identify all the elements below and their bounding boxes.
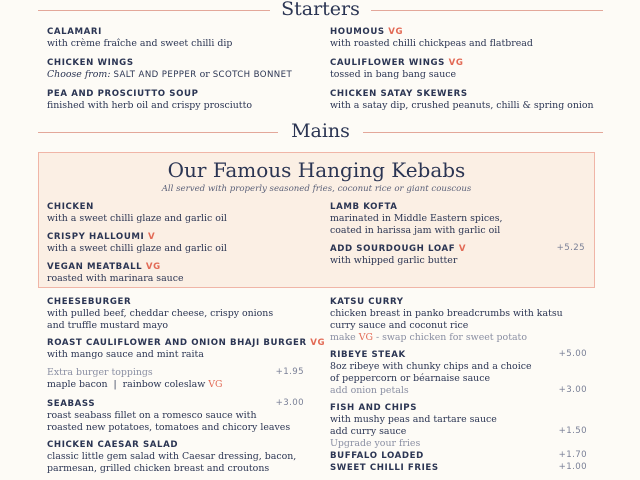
menu-item-fish-chips: [330, 402, 497, 474]
topping-coleslaw: rainbow coleslaw: [122, 379, 206, 390]
item-desc: with a sweet chilli glaze and garlic oil: [47, 243, 227, 254]
item-desc: classic little gem salad with Caesar dressing, bacon,: [47, 451, 297, 462]
item-name: CALAMARI: [47, 27, 102, 37]
item-name: PEA AND PROSCIUTTO SOUP: [47, 89, 199, 99]
vegan-tag: VG: [388, 27, 404, 37]
item-desc: tossed in bang bang sauce: [330, 69, 457, 80]
item-name: ROAST CAULIFLOWER AND ONION BHAJI BURGER: [47, 338, 307, 348]
menu-item-houmous: [330, 26, 533, 50]
divider-right: [363, 132, 603, 133]
item-desc: of peppercorn or béarnaise sauce: [330, 373, 490, 384]
item-desc: finished with herb oil and crispy prosciutto: [47, 100, 252, 111]
item-name: LAMB KOFTA: [330, 202, 398, 212]
item-desc: with a sweet chilli glaze and garlic oil: [47, 213, 227, 224]
item-name: CHICKEN SATAY SKEWERS: [330, 89, 468, 99]
menu-item-katsu: [330, 296, 563, 344]
seabass-price: +3.00: [275, 398, 304, 408]
item-name: CRISPY HALLOUMI: [47, 232, 145, 242]
vegetarian-tag: V: [147, 232, 156, 242]
item-name: CHICKEN: [47, 202, 94, 212]
mains-title: Mains: [291, 120, 350, 142]
note-text: make: [330, 332, 356, 343]
topping-maple-bacon: maple bacon: [47, 379, 108, 390]
item-name: CHICKEN WINGS: [47, 58, 134, 68]
note-text: - swap chicken for sweet potato: [375, 332, 527, 343]
item-desc: with pulled beef, cheddar cheese, crispy onions: [47, 308, 274, 319]
item-desc: roast seabass fillet on a romesco sauce with: [47, 410, 257, 421]
vegan-tag: VG: [358, 332, 373, 343]
item-desc: with a satay dip, crushed peanuts, chilli & spring onion: [330, 100, 594, 111]
curry-sauce-price: +1.50: [558, 426, 587, 436]
option-salt-pepper: SALT AND PEPPER: [113, 70, 197, 80]
item-desc: parmesan, grilled chicken breast and croutons: [47, 463, 270, 474]
kebabs-subtitle: All served with properly seasoned fries, coconut rice or giant couscous: [161, 184, 472, 194]
menu-item-sourdough: [330, 243, 466, 267]
sourdough-price: +5.25: [556, 243, 585, 253]
mains-header: [38, 122, 603, 142]
menu-item-caesar: [47, 439, 296, 475]
burger-toppings: [47, 367, 223, 391]
item-desc: marinated in Middle Eastern spices,: [330, 213, 503, 224]
vegan-tag: VG: [310, 338, 326, 348]
item-desc: 8oz ribeye with chunky chips and a choice: [330, 361, 532, 372]
item-desc: with mango sauce and mint raita: [47, 349, 204, 360]
item-desc: roasted new potatoes, tomatoes and chicory leaves: [47, 422, 291, 433]
item-desc: with crème fraîche and sweet chilli dip: [47, 38, 233, 49]
menu-item-cauliflower-wings: [330, 57, 463, 81]
menu-item-satay: [330, 88, 594, 112]
fries-buffalo-loaded: BUFFALO LOADED: [330, 451, 424, 461]
item-desc: with roasted chilli chickpeas and flatbread: [330, 38, 533, 49]
menu-item-chicken-kebab: [47, 201, 227, 225]
item-desc: curry sauce and coconut rice: [330, 320, 469, 331]
item-name: FISH AND CHIPS: [330, 403, 417, 413]
item-desc: with whipped garlic butter: [330, 255, 458, 266]
kebabs-box: [38, 152, 595, 288]
item-desc: roasted with marinara sauce: [47, 273, 184, 284]
item-name: SEABASS: [47, 399, 96, 409]
starters-header: [38, 0, 603, 20]
choose-label: Choose from:: [47, 69, 111, 80]
vegan-tag: VG: [208, 379, 223, 390]
item-desc: and truffle mustard mayo: [47, 320, 169, 331]
onion-petals-price: +3.00: [558, 385, 587, 395]
toppings-label: Extra burger toppings: [47, 367, 153, 378]
vegan-tag: VG: [448, 58, 464, 68]
item-name: CHEESEBURGER: [47, 297, 132, 307]
menu-item-bhaji-burger: [47, 337, 325, 361]
vegan-tag: VG: [145, 262, 161, 272]
item-name: VEGAN MEATBALL: [47, 262, 143, 272]
menu-item-calamari: [47, 26, 232, 50]
item-desc: chicken breast in panko breadcrumbs with katsu: [330, 308, 563, 319]
item-name: KATSU CURRY: [330, 297, 404, 307]
separator: |: [113, 379, 117, 390]
option-scotch-bonnet: SCOTCH BONNET: [212, 70, 293, 80]
addon-onion-petals: add onion petals: [330, 385, 409, 396]
sweet-chilli-price: +1.00: [558, 462, 587, 472]
fries-upgrade-label: Upgrade your fries: [330, 438, 421, 449]
menu-item-ribeye: [330, 349, 532, 397]
or-label: or: [199, 69, 210, 80]
item-desc: coated in harissa jam with garlic oil: [330, 225, 501, 236]
divider-right: [371, 10, 603, 11]
buffalo-price: +1.70: [558, 450, 587, 460]
kebabs-title: Our Famous Hanging Kebabs: [167, 158, 466, 182]
ribeye-price: +5.00: [558, 349, 587, 359]
toppings-price: +1.95: [275, 367, 304, 377]
fries-sweet-chilli: SWEET CHILLI FRIES: [330, 463, 439, 473]
item-name: CHICKEN CAESAR SALAD: [47, 440, 179, 450]
menu-item-chicken-wings: [47, 57, 292, 81]
menu-item-cheeseburger: [47, 296, 273, 332]
addon-curry-sauce: add curry sauce: [330, 426, 407, 437]
menu-item-lamb-kofta: [330, 201, 503, 237]
item-name: HOUMOUS: [330, 27, 385, 37]
item-name: RIBEYE STEAK: [330, 350, 406, 360]
vegetarian-tag: V: [458, 244, 467, 254]
item-name: ADD SOURDOUGH LOAF: [330, 244, 456, 254]
item-name: CAULIFLOWER WINGS: [330, 58, 445, 68]
item-desc: with mushy peas and tartare sauce: [330, 414, 497, 425]
menu-item-pea-soup: [47, 88, 252, 112]
menu-item-halloumi: [47, 231, 227, 255]
starters-title: Starters: [281, 0, 360, 20]
menu-item-vegan-meatball: [47, 261, 184, 285]
